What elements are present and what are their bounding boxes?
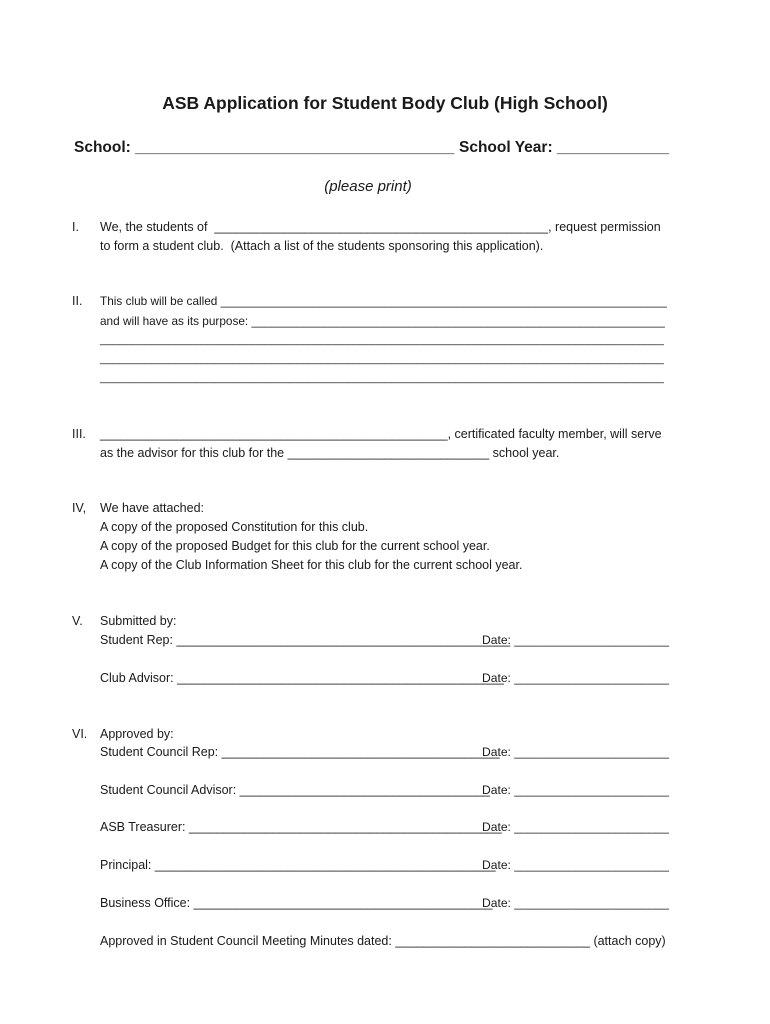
section-2-blank-line-1[interactable]: _________________________________________________________________________________________ bbox=[100, 334, 664, 346]
section-1-line-1[interactable]: We, the students of ________________________________________________, request permission bbox=[100, 220, 661, 234]
section-4-numeral: IV, bbox=[72, 501, 87, 515]
club-advisor-date[interactable]: Date: _______________________ bbox=[482, 671, 669, 685]
section-3-line-2[interactable]: as the advisor for this club for the _____________________________ school year. bbox=[100, 446, 560, 460]
section-1-line-2: to form a student club. (Attach a list of the students sponsoring this application). bbox=[100, 239, 544, 253]
school-year-blank[interactable]: _____________ bbox=[556, 139, 670, 156]
meeting-minutes-line[interactable]: Approved in Student Council Meeting Minutes dated: ____________________________ (attach copy) bbox=[100, 934, 666, 948]
school-blank[interactable]: _____________________________________ bbox=[135, 139, 455, 156]
section-5-heading: Submitted by: bbox=[100, 614, 177, 628]
council-advisor-line[interactable]: Student Council Advisor: ____________________________________ bbox=[100, 783, 490, 797]
section-4-line-4: A copy of the Club Information Sheet for this club for the current school year. bbox=[100, 558, 523, 572]
business-office-date[interactable]: Date: _______________________ bbox=[482, 896, 669, 910]
section-4-line-3: A copy of the proposed Budget for this club for the current school year. bbox=[100, 539, 490, 553]
section-1-numeral: I. bbox=[72, 220, 79, 234]
treasurer-date[interactable]: Date: _______________________ bbox=[482, 820, 669, 834]
principal-line[interactable]: Principal: _________________________________________________ bbox=[100, 858, 496, 872]
club-advisor-line[interactable]: Club Advisor: _______________________________________________ bbox=[100, 671, 504, 685]
student-rep-date[interactable]: Date: _______________________ bbox=[482, 633, 669, 647]
council-rep-date[interactable]: Date: _______________________ bbox=[482, 745, 669, 759]
section-5-numeral: V. bbox=[72, 614, 83, 628]
form-title: ASB Application for Student Body Club (High School) bbox=[162, 93, 608, 113]
section-2-purpose-line[interactable]: and will have as its purpose: _______________________________________________________________ bbox=[100, 314, 665, 328]
school-label: School: bbox=[74, 139, 131, 156]
school-field[interactable] bbox=[74, 139, 454, 157]
section-6-numeral: VI. bbox=[72, 727, 88, 741]
student-rep-line[interactable]: Student Rep: ________________________________________________ bbox=[100, 633, 511, 647]
section-2-numeral: II. bbox=[72, 294, 83, 308]
section-2-blank-line-3[interactable]: _________________________________________________________________________________________ bbox=[100, 372, 664, 384]
section-3-line-1[interactable]: __________________________________________________, certificated faculty member, will serve bbox=[100, 427, 662, 441]
section-2-blank-line-2[interactable]: _________________________________________________________________________________________ bbox=[100, 353, 664, 365]
section-4-line-1: We have attached: bbox=[100, 501, 205, 515]
section-2-club-name-line[interactable]: This club will be called ____________________________________________________________________ bbox=[100, 294, 667, 308]
school-year-field[interactable] bbox=[459, 139, 669, 157]
section-4-line-2: A copy of the proposed Constitution for this club. bbox=[100, 520, 369, 534]
treasurer-line[interactable]: ASB Treasurer: _____________________________________________ bbox=[100, 820, 502, 834]
school-year-label: School Year: bbox=[459, 139, 553, 156]
section-3-numeral: III. bbox=[72, 427, 86, 441]
council-rep-line[interactable]: Student Council Rep: ________________________________________ bbox=[100, 745, 500, 759]
business-office-line[interactable]: Business Office: ___________________________________________ bbox=[100, 896, 493, 910]
section-6-heading: Approved by: bbox=[100, 727, 174, 741]
principal-date[interactable]: Date: _______________________ bbox=[482, 858, 669, 872]
council-advisor-date[interactable]: Date: _______________________ bbox=[482, 783, 669, 797]
print-note: (please print) bbox=[324, 178, 412, 195]
